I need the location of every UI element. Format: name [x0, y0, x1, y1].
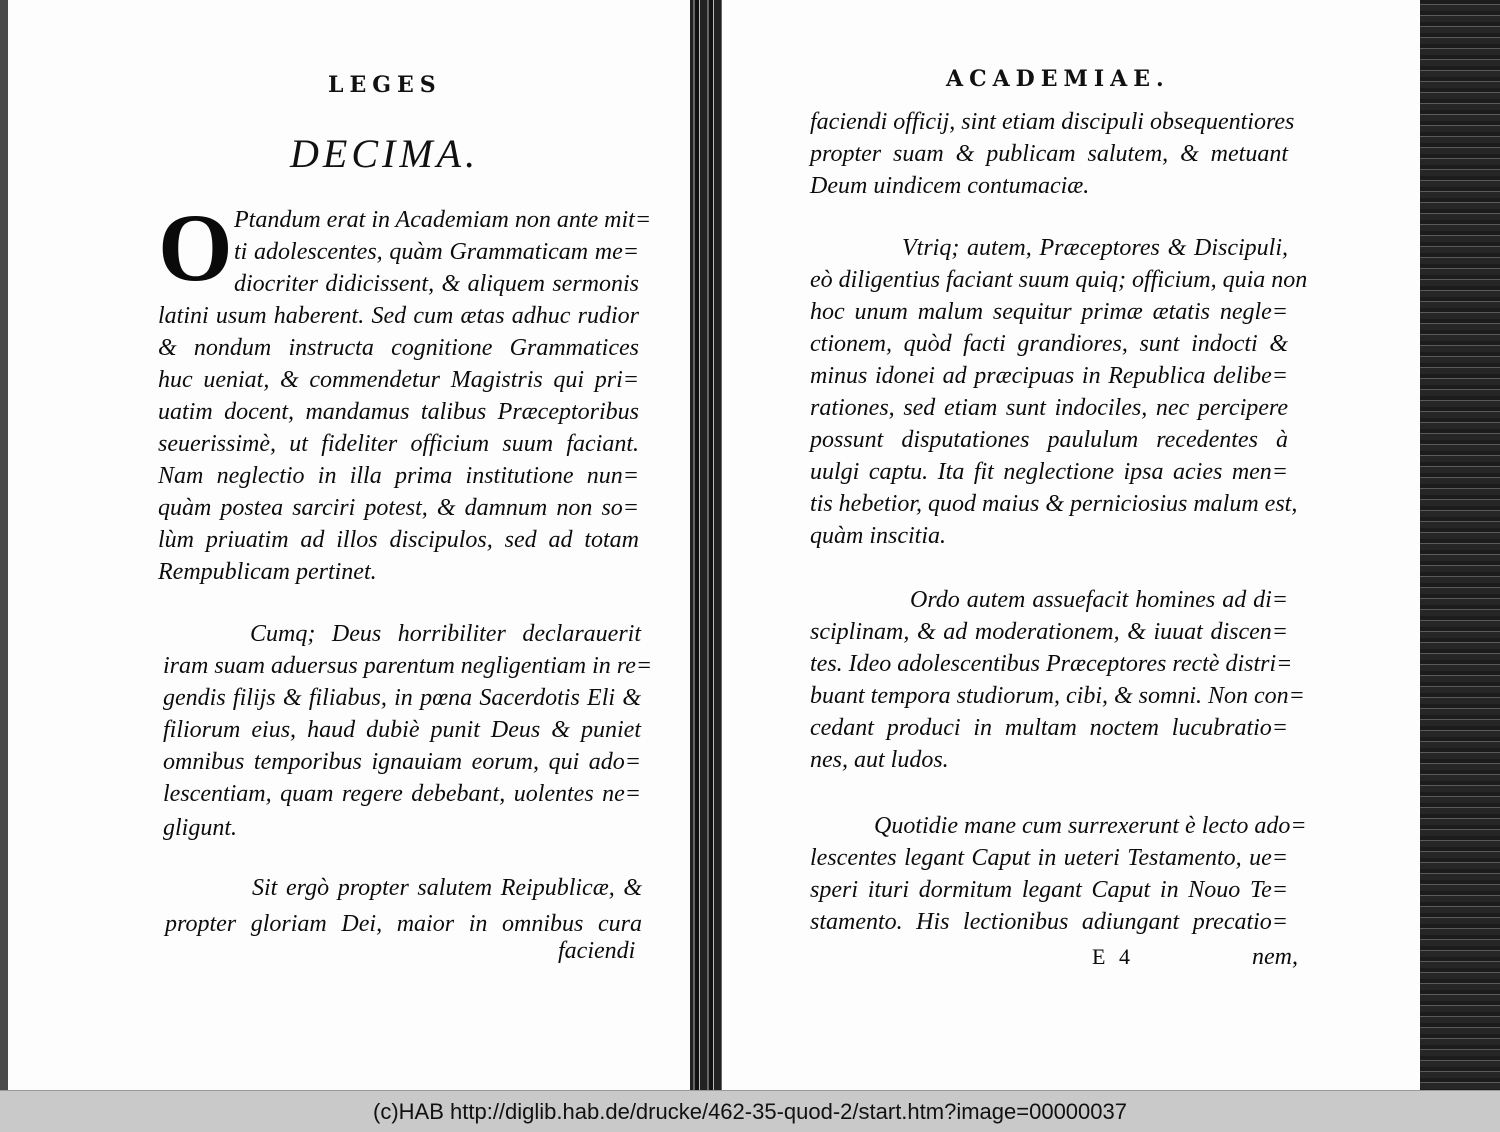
text-line: & nondum instructa cognitione Grammatices	[158, 335, 639, 361]
copyright-footer: (c)HAB http://diglib.hab.de/drucke/462-35-quod-2/start.htm?image=00000037	[0, 1090, 1500, 1132]
signature-mark: E 4	[1092, 944, 1134, 969]
text-line: speri ituri dormitum legant Caput in Nouo Te=	[810, 877, 1288, 903]
text-line: lescentiam, quam regere debebant, uolentes ne=	[163, 781, 641, 807]
text-line: seuerissimè, ut fideliter officium suum faciant.	[158, 431, 639, 457]
left-catchword: faciendi	[558, 938, 636, 964]
text-line: lescentes legant Caput in ueteri Testamento, ue=	[810, 845, 1288, 871]
right-page-edge	[1420, 0, 1500, 1090]
text-line: Ordo autem assuefacit homines ad di=	[910, 587, 1288, 613]
text-line: Nam neglectio in illa prima institutione nun=	[158, 463, 639, 489]
text-line: hoc unum malum sequitur primæ ætatis negle=	[810, 299, 1288, 325]
text-line: huc ueniat, & commendetur Magistris qui pri=	[158, 367, 639, 393]
text-line: Deum uindicem contumaciæ.	[810, 173, 1090, 199]
text-line: omnibus temporibus ignauiam eorum, qui ado=	[163, 749, 641, 775]
text-line: stamento. His lectionibus adiungant precatio=	[810, 909, 1288, 935]
text-line: nes, aut ludos.	[810, 747, 949, 773]
text-line: latini usum haberent. Sed cum ætas adhuc rudior	[158, 303, 639, 329]
text-line: Rempublicam pertinet.	[158, 559, 377, 585]
left-running-head: LEGES	[328, 72, 442, 98]
right-catchword: nem,	[1252, 944, 1298, 970]
right-page	[722, 0, 1420, 1090]
text-line: gendis filijs & filiabus, in pœna Sacerdotis Eli &	[163, 685, 641, 711]
text-line: quàm postea sarciri potest, & damnum non so=	[158, 495, 639, 521]
text-line: ti adolescentes, quàm Grammaticam me=	[234, 239, 639, 265]
text-line: Vtriq; autem, Præceptores & Discipuli,	[902, 235, 1288, 261]
text-line: Quotidie mane cum surrexerunt è lecto ado=	[874, 813, 1307, 839]
text-line: quàm inscitia.	[810, 523, 946, 549]
right-running-head: ACADEMIAE.	[946, 66, 1170, 92]
text-line: tis hebetior, quod maius & perniciosius malum est,	[810, 491, 1298, 517]
text-line: filiorum eius, haud dubiè punit Deus & puniet	[163, 717, 641, 743]
text-line: Ptandum erat in Academiam non ante mit=	[234, 207, 652, 233]
text-line: sciplinam, & ad moderationem, & iuuat discen=	[810, 619, 1288, 645]
text-line: iram suam aduersus parentum negligentiam in re=	[163, 653, 653, 679]
section-title: DECIMA.	[290, 131, 480, 176]
text-line: uatim docent, mandamus talibus Præceptoribus	[158, 399, 639, 425]
text-line: cedant produci in multam noctem lucubratio=	[810, 715, 1288, 741]
text-line: possunt disputationes paululum recedentes à	[810, 427, 1288, 453]
drop-cap: O	[158, 194, 233, 301]
text-line: ctionem, quòd facti grandiores, sunt indocti &	[810, 331, 1288, 357]
left-page-edge	[0, 0, 8, 1090]
left-page	[8, 0, 692, 1090]
book-gutter	[690, 0, 722, 1090]
text-line: Cumq; Deus horribiliter declarauerit	[250, 621, 641, 647]
text-line: buant tempora studiorum, cibi, & somni. Non con=	[810, 683, 1305, 709]
text-line: faciendi officij, sint etiam discipuli obsequentiores	[810, 109, 1295, 135]
text-line: lùm priuatim ad illos discipulos, sed ad totam	[158, 527, 639, 553]
text-line: gligunt.	[163, 815, 238, 841]
text-line: rationes, sed etiam sunt indociles, nec percipere	[810, 395, 1288, 421]
text-line: Sit ergò propter salutem Reipublicæ, &	[252, 875, 642, 901]
text-line: propter gloriam Dei, maior in omnibus cura	[165, 911, 642, 937]
text-line: propter suam & publicam salutem, & metuant	[810, 141, 1288, 167]
text-line: uulgi captu. Ita fit neglectione ipsa acies men=	[810, 459, 1288, 485]
text-line: tes. Ideo adolescentibus Præceptores rectè distri=	[810, 651, 1293, 677]
text-line: diocriter didicissent, & aliquem sermonis	[234, 271, 639, 297]
text-line: minus idonei ad præcipuas in Republica delibe=	[810, 363, 1288, 389]
text-line: eò diligentius faciant suum quiq; officium, quia non	[810, 267, 1308, 293]
